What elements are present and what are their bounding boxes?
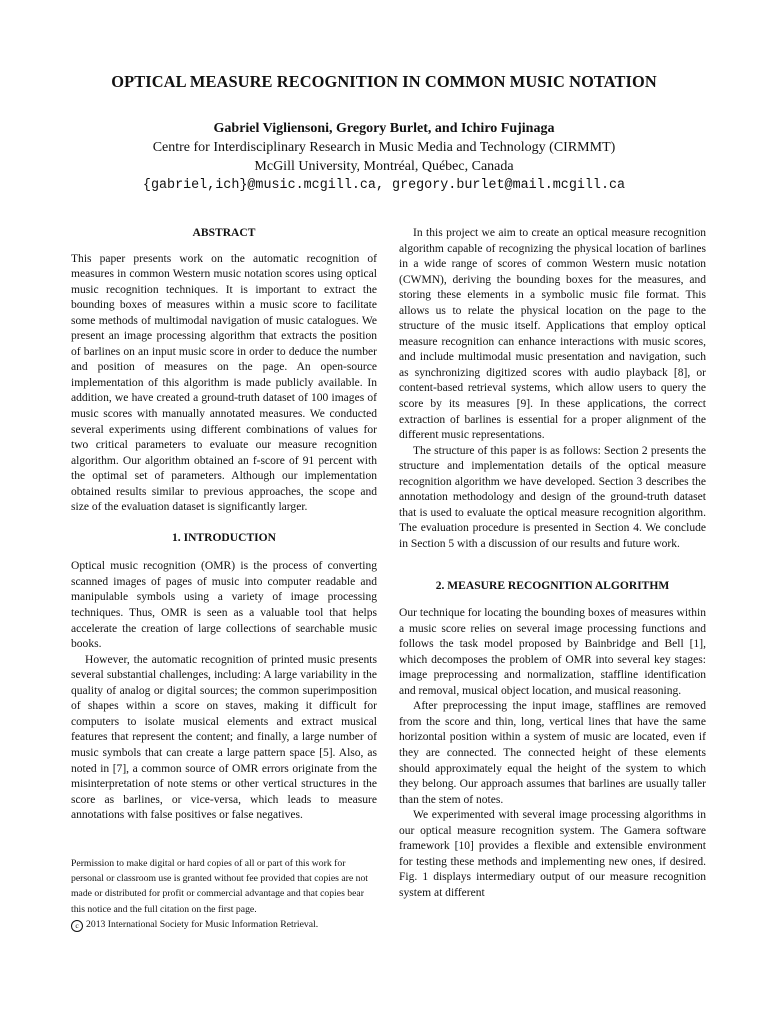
author-names: Gabriel Vigliensoni, Gregory Burlet, and Ichiro Fujinaga [213, 121, 555, 136]
author-affiliation: Centre for Interdisciplinary Research in Music Media and Technology (CIRMMT) [152, 140, 616, 155]
introduction-paragraph-1: Optical music recognition (OMR) is the process of converting scanned images of pages of music into computer readable and manipulable symbols using a variety of image processing techniques. Thus, OMR is seen as a valuable tool that helps accelerate the creation of large collections of searchable music books. [71, 560, 377, 651]
introduction-paragraph-2: However, the automatic recognition of printed music presents several substantial challenges, including: A large variability in the quality of analog or digital sources; the common superimposition of shapes within a score on staves, making it difficult for computers to isolate musical elements and extract musical features that represent the content; and finally, a large number of music symbols that can create a large pattern space [5]. Also, as noted in [7], a common source of OMR errors originate from the misinterpretation of note stems or other vertical structures in the score as barlines, or vice-versa, which leads to measure annotations with false positives or false negatives. [71, 653, 377, 822]
copyright-footnote [71, 856, 377, 932]
left-column [71, 226, 377, 824]
section-2-paragraph-1: Our technique for locating the bounding boxes of measures within a music score relies on several image processing functions and follows the task model proposed by Bainbridge and Bell [1], which decomposes the problem of OMR into several key stages: image preprocessing and normalization, staffline identification and removal, musical object location, and musical reasoning. [399, 607, 706, 697]
author-block [0, 119, 768, 195]
introduction-heading: 1. INTRODUCTION [172, 531, 276, 544]
author-university: McGill University, Montréal, Québec, Canada [254, 159, 514, 174]
abstract-text: This paper presents work on the automatic recognition of measures in common Western music notation scores using optical music recognition techniques. It is important to extract the bounding boxes of measures within a music score to facilitate some methods of multimodal navigation of music catalogues. We present an image processing algorithm that extracts the position of barlines on an input music score in order to deduce the number and position of measures on the page. An open-source implementation of this algorithm is made publicly available. In addition, we have created a ground-truth dataset of 100 images of music scores with manually annotated measures. We conducted several experiments using different combinations of values for two critical parameters to evaluate our measure recognition algorithm. Our algorithm obtained an f-score of 91 percent with the optimal set of parameters. Although our implementation obtained results similar to previous approaches, the scope and size of the evaluation dataset is significantly larger. [71, 252, 377, 514]
author-emails: {gabriel,ich}@music.mcgill.ca, gregory.burlet@mail.mcgill.ca [142, 178, 626, 193]
paper-title: OPTICAL MEASURE RECOGNITION IN COMMON MUSIC NOTATION [111, 72, 657, 91]
permission-notice: Permission to make digital or hard copies of all or part of this work for personal or classroom use is granted without fee provided that copies are not made or distributed for profit or commercial advantage and that copies bear this notice and the full citation on the first page. [71, 858, 368, 915]
project-aim-paragraph: In this project we aim to create an optical measure recognition algorithm capable of recognizing the physical location of barlines in a wide range of scores of common Western music notation (CWMN), deriving the bounding boxes for the measures, and storing these elements in a symbolic music file format. This allows us to relate the physical location on the page to the structure of the music itself. Applications that employ optical measure recognition can enhance interactions with music scores, and include multimodal music presentation and navigation, such as synchronizing digitized scores with audio playback [8], or content-based retrieval systems, which allow users to query the score by its measures [9]. In these applications, the correct extraction of barlines is essential for a proper alignment of the different music representations. [399, 227, 706, 442]
section-2-heading: 2. MEASURE RECOGNITION ALGORITHM [435, 580, 670, 593]
copyright-text: 2013 International Society for Music Information Retrieval. [86, 918, 319, 930]
right-column [399, 226, 706, 901]
abstract-heading: ABSTRACT [192, 227, 256, 239]
copyright-line [71, 917, 377, 932]
section-2-paragraph-3: We experimented with several image processing algorithms in our optical measure recognition system. The Gamera software framework [10] provides a flexible and extensible environment for testing these methods and implementing new ones, if desired. Fig. 1 displays intermediary output of our measure recognition system at different [399, 809, 706, 899]
copyright-icon: c [71, 920, 83, 932]
section-2-paragraph-2: After preprocessing the input image, stafflines are removed from the score and thin, long, vertical lines that have the same horizontal position within a system of music are located, even if they are connected. The connected height of these elements should approximately equal the height of the system to which they belong. Our approach assumes that barlines are usually taller than the stem of notes. [399, 700, 706, 806]
paper-structure-paragraph: The structure of this paper is as follows: Section 2 presents the structure and implementation details of the optical measure recognition algorithm we have developed. Section 3 describes the annotation methodology and design of the ground-truth dataset that is used to evaluate the optical measure recognition algorithm. The evaluation procedure is presented in Section 4. We conclude in Section 5 with a discussion of our results and future work. [399, 444, 706, 550]
